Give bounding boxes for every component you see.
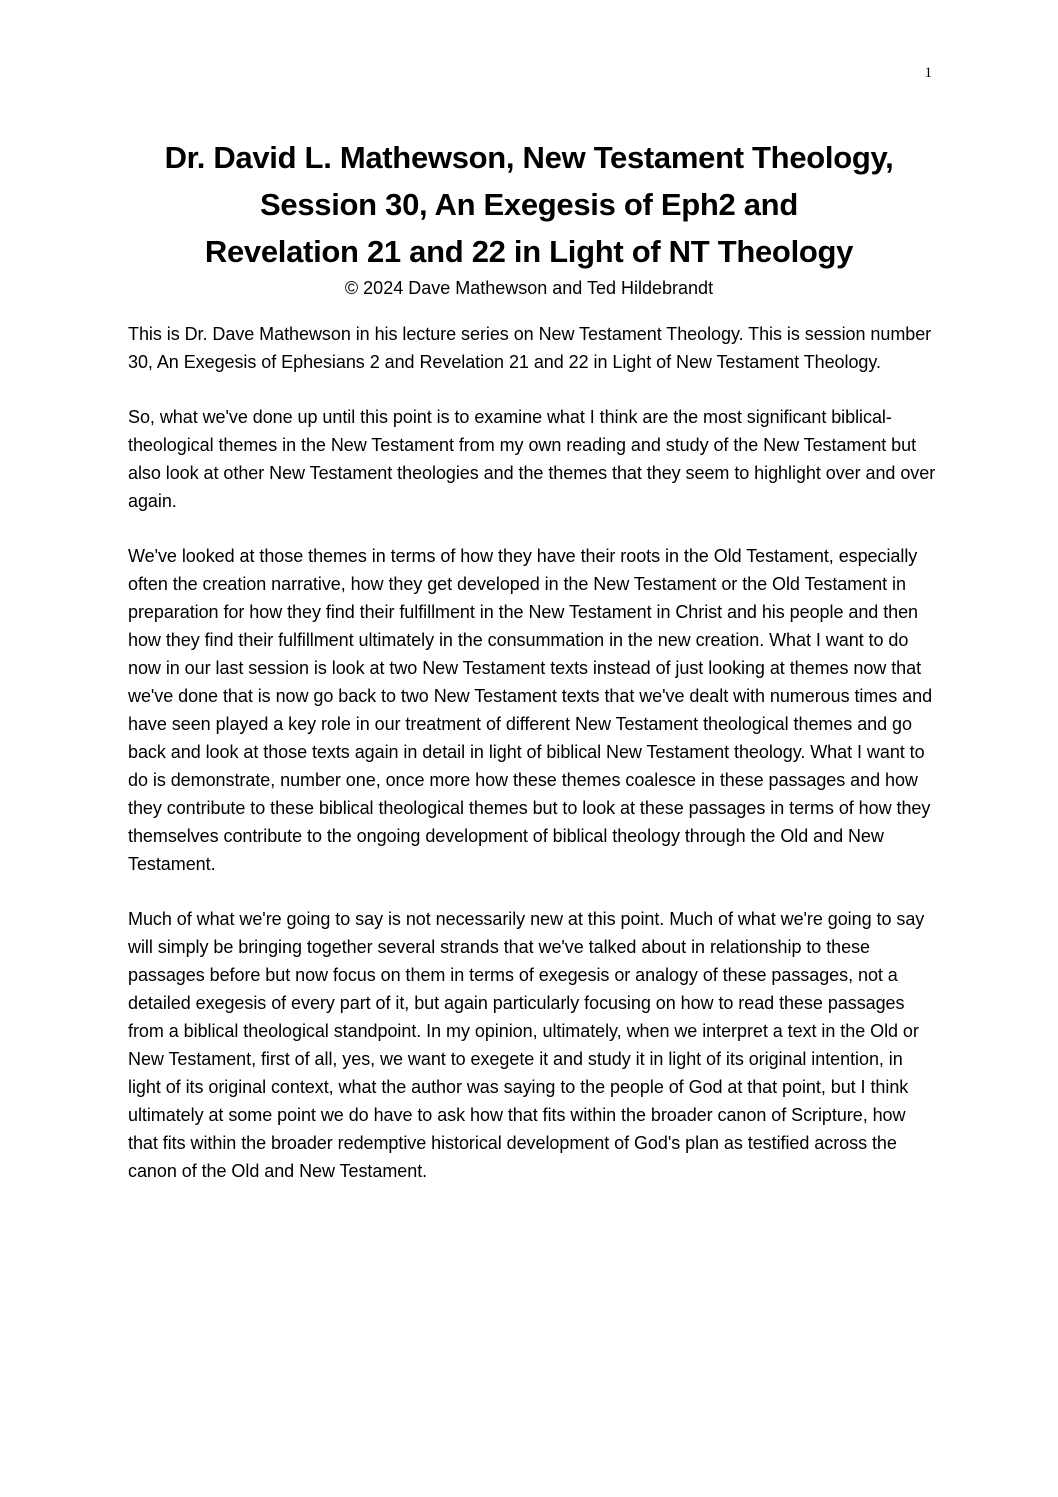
paragraph-4: Much of what we're going to say is not necessarily new at this point. Much of what we're going to say will simply be bringing together several strands that we've talked about in relationship to these passages before but now focus on them in terms of exegesis or analogy of these passages, not a detailed exegesis of every part of it, but again particularly focusing on how to read these passages from a biblical theological standpoint. In my opinion, ultimately, when we interpret a text in the Old or New Testament, first of all, yes, we want to exegete it and study it in light of its original intention, in light of its original context, what the author was saying to the people of God at that point, but I think ultimately at some point we do have to ask how that fits within the broader canon of Scripture, how that fits within the broader redemptive historical development of God's plan as testified across the canon of the Old and New Testament. — [128, 909, 925, 1181]
title-line-2: Session 30, An Exegesis of Eph2 and — [260, 187, 798, 222]
title-line-3: Revelation 21 and 22 in Light of NT Theology — [204, 234, 854, 269]
title-line-1: Dr. David L. Mathewson, New Testament Theology, — [164, 140, 894, 175]
paragraph-3: We've looked at those themes in terms of how they have their roots in the Old Testament, especially often the creation narrative, how they get developed in the New Testament or the Old Testament in preparation for how they find their fulfillment in the New Testament in Christ and his people and then how they find their fulfillment ultimately in the consummation in the new creation. What I want to do now in our last session is look at two New Testament texts instead of just looking at themes now that we've done that is now go back to two New Testament texts that we've dealt with numerous times and have seen played a key role in our treatment of different New Testament theological themes and go back and look at those texts again in detail in light of biblical New Testament theology. What I want to do is demonstrate, number one, once more how these themes coalesce in these passages and how they contribute to these biblical theological themes but to look at these passages in terms of how they themselves contribute to the ongoing development of biblical theology through the Old and New Testament. — [128, 546, 933, 874]
document-header — [100, 134, 958, 299]
paragraph-2: So, what we've done up until this point is to examine what I think are the most significant biblical-theological themes in the New Testament from my own reading and study of the New Testament but also look at other New Testament theologies and the themes that they seem to highlight over and over again. — [128, 407, 936, 511]
paragraph-1: This is Dr. Dave Mathewson in his lecture series on New Testament Theology. This is session number 30, An Exegesis of Ephesians 2 and Revelation 21 and 22 in Light of New Testament Theology. — [128, 324, 932, 372]
copyright-line: © 2024 Dave Mathewson and Ted Hildebrandt — [344, 278, 714, 298]
document-body — [128, 320, 940, 1212]
page-number: 1 — [924, 65, 932, 81]
